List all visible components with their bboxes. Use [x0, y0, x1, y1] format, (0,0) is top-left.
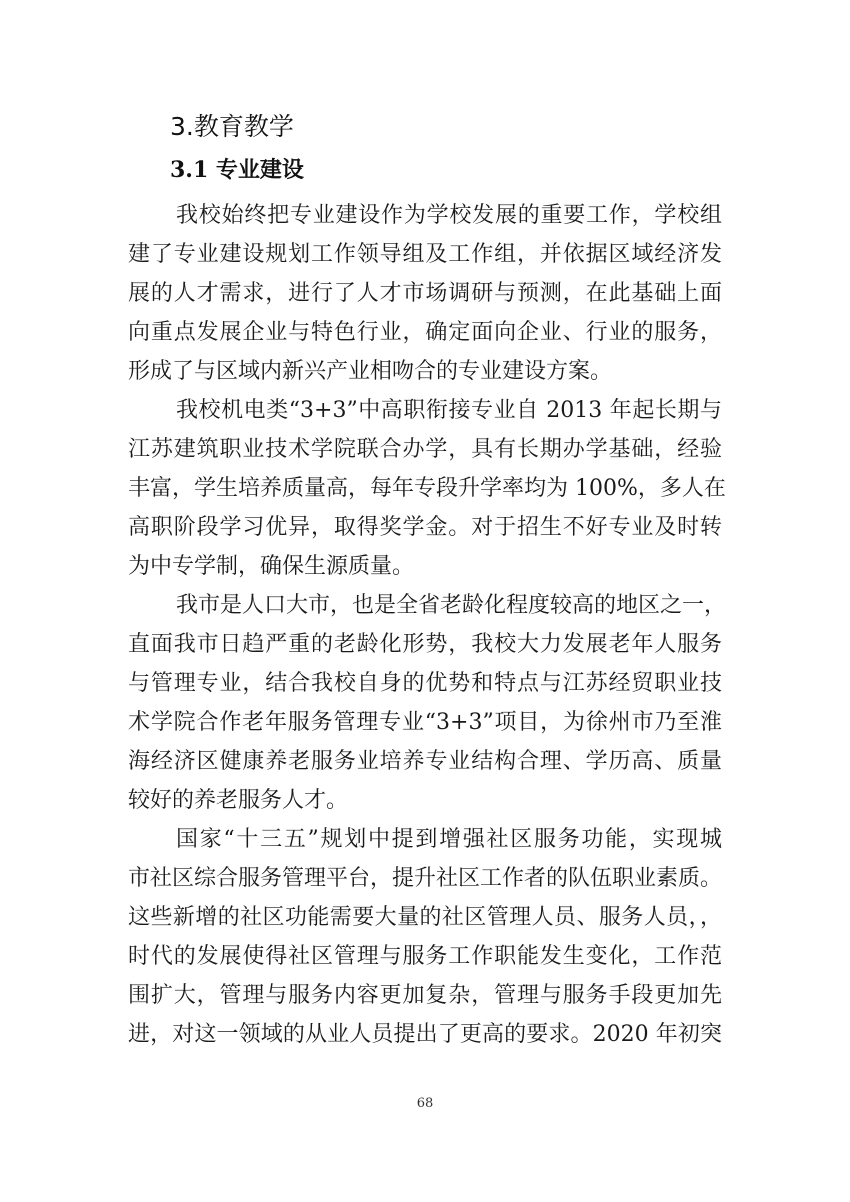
- subsection-heading: 3.1 专业建设: [170, 157, 304, 183]
- text-line: 展的人才需求，进行了人才市场调研与预测，在此基础上面: [128, 281, 722, 306]
- paragraph-2: [128, 391, 726, 586]
- text-line: 我校始终把专业建设作为学校发展的重要工作，学校组: [176, 203, 722, 228]
- text-line: 进，对这一领域的从业人员提出了更高的要求。2020 年初突: [128, 1022, 722, 1047]
- text-line: 市社区综合服务管理平台，提升社区工作者的队伍职业素质。: [128, 866, 723, 891]
- text-line: 海经济区健康养老服务业培养专业结构合理、学历高、质量: [128, 749, 722, 774]
- text-line: 围扩大，管理与服务内容更加复杂，管理与服务手段更加先: [128, 983, 722, 1008]
- paragraph-4: [128, 820, 722, 1054]
- text-line: 我校机电类“3+3”中高职衔接专业自 2013 年起长期与: [176, 398, 722, 423]
- text-line: 与管理专业，结合我校自身的优势和特点与江苏经贸职业技: [128, 671, 722, 696]
- text-line: 形成了与区域内新兴产业相吻合的专业建设方案。: [128, 359, 613, 384]
- text-line: 国家“十三五”规划中提到增强社区服务功能，实现城: [176, 827, 722, 852]
- section-heading: 3.教育教学: [170, 112, 294, 141]
- text-line: 丰富，学生培养质量高，每年专段升学率均为 100%，多人在: [128, 476, 726, 501]
- text-line: 建了专业建设规划工作领导组及工作组，并依据区域经济发: [128, 242, 722, 267]
- text-line: 我市是人口大市，也是全省老龄化程度较高的地区之一，: [176, 593, 727, 618]
- text-line: 时代的发展使得社区管理与服务工作职能发生变化，工作范: [128, 944, 722, 969]
- text-line: 江苏建筑职业技术学院联合办学，具有长期办学基础，经验: [128, 437, 722, 462]
- text-line: 高职阶段学习优异，取得奖学金。对于招生不好专业及时转: [128, 515, 722, 540]
- text-line: 为中专学制，确保生源质量。: [128, 554, 415, 579]
- text-line: 术学院合作老年服务管理专业“3+3”项目，为徐州市乃至淮: [128, 710, 722, 735]
- text-line: 直面我市日趋严重的老龄化形势，我校大力发展老年人服务: [128, 632, 722, 657]
- text-line: 这些新增的社区功能需要大量的社区管理人员、服务人员，，: [128, 905, 722, 930]
- paragraph-1: [128, 196, 722, 391]
- text-line: 较好的养老服务人才。: [128, 788, 349, 813]
- text-line: 向重点发展企业与特色行业，确定面向企业、行业的服务，: [128, 320, 722, 345]
- body-text: [128, 196, 727, 1054]
- paragraph-3: [128, 586, 727, 820]
- page-number: 68: [416, 1096, 434, 1111]
